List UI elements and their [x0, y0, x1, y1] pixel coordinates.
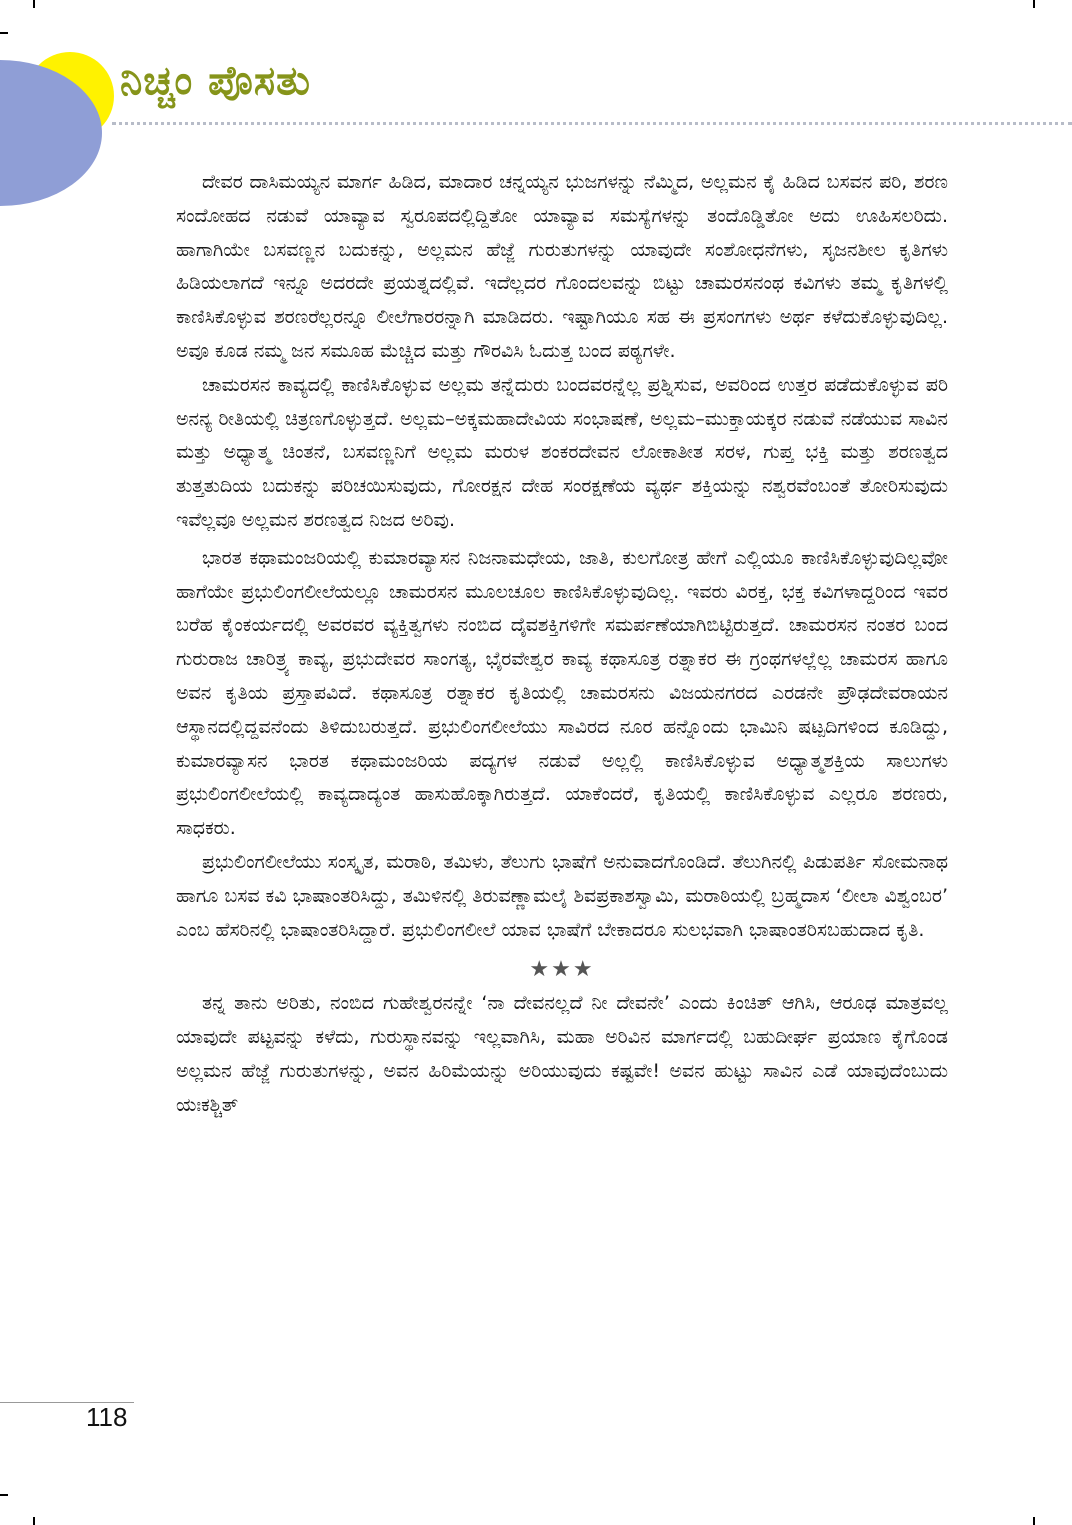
paragraph-4: ಪ್ರಭುಲಿಂಗಲೀಲೆಯು ಸಂಸ್ಕೃತ, ಮರಾಠಿ, ತಮಿಳು, ತೆಲುಗು ಭಾಷೆಗೆ ಅನುವಾದಗೊಂಡಿದೆ. ತೆಲುಗಿನಲ್ಲಿ ಪಿಡುಪರ್ತಿ ಸೋಮನಾಥ ಹಾಗೂ ಬಸವ ಕವಿ ಭಾಷಾಂತರಿಸಿದ್ದು, ತಮಿಳಿನಲ್ಲಿ ತಿರುವಣ್ಣಾಮಲೈ ಶಿವಪ್ರಕಾಶಸ್ವಾಮಿ, ಮರಾಠಿಯಲ್ಲಿ ಬ್ರಹ್ಮದಾಸ ‘ಲೀಲಾ ವಿಶ್ವಂಬರ’ ಎಂಬ ಹೆಸರಿನಲ್ಲಿ ಭಾಷಾಂತರಿಸಿದ್ದಾರೆ. ಪ್ರಭುಲಿಂಗಲೀಲೆ ಯಾವ ಭಾಷೆಗೆ ಬೇಕಾದರೂ ಸುಲಭವಾಗಿ ಭಾಷಾಂತರಿಸಬಹುದಾದ ಕೃತಿ. — [176, 850, 948, 941]
crop-mark-top-left — [33, 0, 35, 8]
crop-mark-top-right — [1033, 0, 1035, 8]
body-text — [176, 166, 948, 1123]
crop-mark-bottom-left — [33, 1517, 35, 1525]
crop-mark-bottom-right — [1033, 1517, 1035, 1525]
crop-mark-left-lower — [0, 1494, 8, 1496]
closing-paragraph: ತನ್ನ ತಾನು ಅರಿತು, ನಂಬಿದ ಗುಹೇಶ್ವರನನ್ನೇ ‘ನಾ ದೇವನಲ್ಲದೆ ನೀ ದೇವನೇ’ ಎಂದು ಕಿಂಚಿತ್ ಆಗಿಸಿ, ಆರೂಢ ಮಾತ್ರವಲ್ಲ ಯಾವುದೇ ಪಟ್ಟವನ್ನು ಕಳೆದು, ಗುರುಸ್ಥಾನವನ್ನು ಇಲ್ಲವಾಗಿಸಿ, ಮಹಾ ಅರಿವಿನ ಮಾರ್ಗದಲ್ಲಿ ಬಹುದೀರ್ಘ ಪ್ರಯಾಣ ಕೈಗೊಂಡ ಅಲ್ಲಮನ ಹೆಜ್ಜೆ ಗುರುತುಗಳನ್ನು, ಅವನ ಹಿರಿಮೆಯನ್ನು ಅರಿಯುವುದು ಕಷ್ಟವೇ! ಅವನ ಹುಟ್ಟು ಸಾವಿನ ಎಡೆ ಯಾವುದೆಂಬುದು ಯಃಕಶ್ಚಿತ್ — [176, 992, 948, 1116]
header-dotted-rule — [112, 122, 1072, 125]
paragraph-2: ಚಾಮರಸನ ಕಾವ್ಯದಲ್ಲಿ ಕಾಣಿಸಿಕೊಳ್ಳುವ ಅಲ್ಲಮ ತನ್ನೆದುರು ಬಂದವರನ್ನೆಲ್ಲ ಪ್ರಶ್ನಿಸುವ, ಅವರಿಂದ ಉತ್ತರ ಪಡೆದುಕೊಳ್ಳುವ ಪರಿ ಅನನ್ಯ ರೀತಿಯಲ್ಲಿ ಚಿತ್ರಣಗೊಳ್ಳುತ್ತದೆ. ಅಲ್ಲಮ–ಅಕ್ಕಮಹಾದೇವಿಯ ಸಂಭಾಷಣೆ, ಅಲ್ಲಮ–ಮುಕ್ತಾಯಕ್ಕರ ನಡುವೆ ನಡೆಯುವ ಸಾವಿನ ಮತ್ತು ಅಧ್ಯಾತ್ಮ ಚಿಂತನೆ, ಬಸವಣ್ಣನಿಗೆ ಅಲ್ಲಮ ಮರುಳ ಶಂಕರದೇವನ ಲೋಕಾತೀತ ಸರಳ, ಗುಪ್ತ ಭಕ್ತಿ ಮತ್ತು ಶರಣತ್ವದ ತುತ್ತತುದಿಯ ಬದುಕನ್ನು ಪರಿಚಯಿಸುವುದು, ಗೋರಕ್ಷನ ದೇಹ ಸಂರಕ್ಷಣೆಯ ವ್ಯರ್ಥ ಶಕ್ತಿಯನ್ನು ನಶ್ವರವೆಂಬಂತೆ ತೋರಿಸುವುದು ಇವೆಲ್ಲವೂ ಅಲ್ಲಮನ ಶರಣತ್ವದ ನಿಜದ ಅರಿವು. — [176, 373, 948, 531]
crop-mark-left-upper — [0, 32, 8, 34]
paragraph-3: ಭಾರತ ಕಥಾಮಂಜರಿಯಲ್ಲಿ ಕುಮಾರವ್ಯಾಸನ ನಿಜನಾಮಧೇಯ, ಜಾತಿ, ಕುಲಗೋತ್ರ ಹೇಗೆ ಎಲ್ಲಿಯೂ ಕಾಣಿಸಿಕೊಳ್ಳುವುದಿಲ್ಲವೋ ಹಾಗೆಯೇ ಪ್ರಭುಲಿಂಗಲೀಲೆಯಲ್ಲೂ ಚಾಮರಸನ ಮೂಲಚೂಲ ಕಾಣಿಸಿಕೊಳ್ಳುವುದಿಲ್ಲ. ಇವರು ವಿರಕ್ತ, ಭಕ್ತ ಕವಿಗಳಾದ್ದರಿಂದ ಇವರ ಬರೆಹ ಕೈಂಕರ್ಯದಲ್ಲಿ ಅವರವರ ವ್ಯಕ್ತಿತ್ವಗಳು ನಂಬಿದ ದೈವಶಕ್ತಿಗಳಿಗೇ ಸಮರ್ಪಣೆಯಾಗಿಬಿಟ್ಟಿರುತ್ತದೆ. ಚಾಮರಸನ ನಂತರ ಬಂದ ಗುರುರಾಜ ಚಾರಿತ್ರ್ಯ ಕಾವ್ಯ, ಪ್ರಭುದೇವರ ಸಾಂಗತ್ಯ, ಭೈರವೇಶ್ವರ ಕಾವ್ಯ ಕಥಾಸೂತ್ರ ರತ್ನಾಕರ ಈ ಗ್ರಂಥಗಳಲ್ಲೆಲ್ಲ ಚಾಮರಸ ಹಾಗೂ ಅವನ ಕೃತಿಯ ಪ್ರಸ್ತಾಪವಿದೆ. ಕಥಾಸೂತ್ರ ರತ್ನಾಕರ ಕೃತಿಯಲ್ಲಿ ಚಾಮರಸನು ವಿಜಯನಗರದ ಎರಡನೇ ಪ್ರೌಢದೇವರಾಯನ ಆಸ್ಥಾನದಲ್ಲಿದ್ದವನೆಂದು ತಿಳಿದುಬರುತ್ತದೆ. ಪ್ರಭುಲಿಂಗಲೀಲೆಯು ಸಾವಿರದ ನೂರ ಹನ್ನೊಂದು ಭಾಮಿನಿ ಷಟ್ಪದಿಗಳಿಂದ ಕೂಡಿದ್ದು, ಕುಮಾರವ್ಯಾಸನ ಭಾರತ ಕಥಾಮಂಜರಿಯ ಪದ್ಯಗಳ ನಡುವೆ ಅಲ್ಲಲ್ಲಿ ಕಾಣಿಸಿಕೊಳ್ಳುವ ಅಧ್ಯಾತ್ಮಶಕ್ತಿಯ ಸಾಲುಗಳು ಪ್ರಭುಲಿಂಗಲೀಲೆಯಲ್ಲಿ ಕಾವ್ಯದಾದ್ಯಂತ ಹಾಸುಹೊಕ್ಕಾಗಿರುತ್ತದೆ. ಯಾಕೆಂದರೆ, ಕೃತಿಯಲ್ಲಿ ಕಾಣಿಸಿಕೊಳ್ಳುವ ಎಲ್ಲರೂ ಶರಣರು, ಸಾಧಕರು. — [176, 546, 948, 840]
page-number: 118 — [86, 1402, 128, 1432]
section-title: ನಿಚ್ಚಂ ಪೊಸತು — [120, 58, 312, 104]
paragraph-1: ದೇವರ ದಾಸಿಮಯ್ಯನ ಮಾರ್ಗ ಹಿಡಿದ, ಮಾದಾರ ಚನ್ನಯ್ಯನ ಭುಜಗಳನ್ನು ನೆಮ್ಮಿದ, ಅಲ್ಲಮನ ಕೈ ಹಿಡಿದ ಬಸವನ ಪರಿ, ಶರಣ ಸಂದೋಹದ ನಡುವೆ ಯಾವ್ಯಾವ ಸ್ವರೂಪದಲ್ಲಿದ್ದಿತೋ ಯಾವ್ಯಾವ ಸಮಸ್ಯೆಗಳನ್ನು ತಂದೊಡ್ಡಿತೋ ಅದು ಊಹಿಸಲರಿದು. ಹಾಗಾಗಿಯೇ ಬಸವಣ್ಣನ ಬದುಕನ್ನು, ಅಲ್ಲಮನ ಹೆಜ್ಜೆ ಗುರುತುಗಳನ್ನು ಯಾವುದೇ ಸಂಶೋಧನೆಗಳು, ಸೃಜನಶೀಲ ಕೃತಿಗಳು ಹಿಡಿಯಲಾಗದೆ ಇನ್ನೂ ಅದರದೇ ಪ್ರಯತ್ನದಲ್ಲಿವೆ. ಇದೆಲ್ಲದರ ಗೊಂದಲವನ್ನು ಬಿಟ್ಟು ಚಾಮರಸನಂಥ ಕವಿಗಳು ತಮ್ಮ ಕೃತಿಗಳಲ್ಲಿ ಕಾಣಿಸಿಕೊಳ್ಳುವ ಶರಣರೆಲ್ಲರನ್ನೂ ಲೀಲೆಗಾರರನ್ನಾಗಿ ಮಾಡಿದರು. ಇಷ್ಟಾಗಿಯೂ ಸಹ ಈ ಪ್ರಸಂಗಗಳು ಅರ್ಥ ಕಳೆದುಕೊಳ್ಳುವುದಿಲ್ಲ. ಅವೂ ಕೂಡ ನಮ್ಮ ಜನ ಸಮೂಹ ಮೆಚ್ಚಿದ ಮತ್ತು ಗೌರವಿಸಿ ಓದುತ್ತ ಬಂದ ಪಠ್ಯಗಳೇ. — [176, 171, 948, 362]
section-separator: ★★★ — [529, 957, 595, 983]
